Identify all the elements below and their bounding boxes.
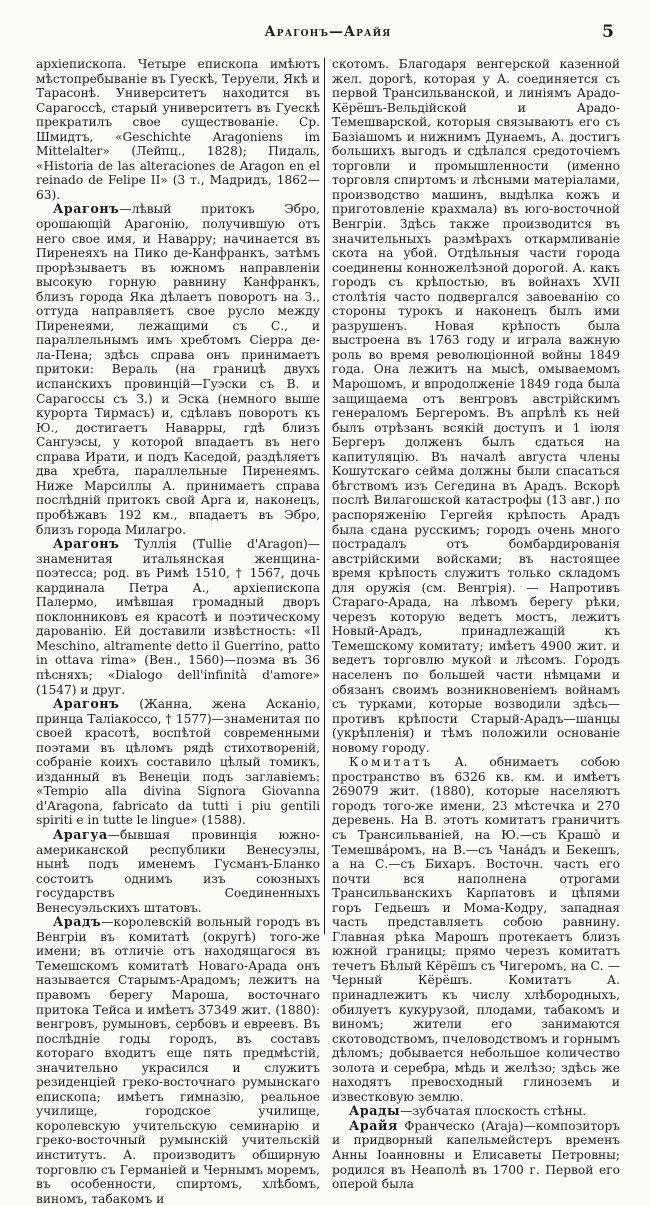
column-divider [324, 58, 325, 934]
running-title: Арагонъ—Арайя [264, 24, 392, 40]
entry-text: Туллія (Tullie d'Aragon)—знаменитая итальянская женщина-поэтесса; род. въ Римѣ 1510, † 1567, дочь кардинала Петра А., архіепископа Палермо, имѣвшая громадный дворъ поклонниковъ ея красотѣ и поэтическому дарованію. Ей доставили извѣстность: «Il Meschino, altramente detto il Guerrino, patto in ottava rima» (Вен., 1560)—поэма въ 36 пѣсняхъ; «Dialogo dell'infinità d'amore» (1547) и друг. [36, 537, 320, 697]
entry-text: —бывшая провинція южно-американской республики Венесуэлы, нынѣ подъ именемъ Гусманъ-Бланко состоитъ однимъ изъ союзныхъ государствъ Соединенныхъ Венесуэльскихъ штатовъ. [36, 827, 320, 915]
entry-term: Арагонъ [53, 201, 120, 217]
entry-paragraph [332, 1119, 620, 1192]
entry-term: Арагонъ [53, 536, 120, 552]
entry-text: скотомъ. Благодаря венгерской казенной жел. дорогѣ, которая у А. соединяется съ первой Трансильванской, и линіямъ Арадо-Кёрёшъ-Вельдійской и Арадо-Темешварской, которыя связываютъ его съ Базіашомъ и нижнимъ Дунаемъ, А. достигъ большихъ выгодъ и сдѣлался средоточіемъ торговли и промышленности (именно торговля спиртомъ и лѣсными матеріалами, производство машинъ, выдѣлка кожъ и приготовленіе крахмала) въ юго-восточной Венгріи. Здѣсь также производится въ значительныхъ размѣрахъ откармливаніе скота на убой. Отдѣльныя части города соединены конножелѣзной дорогой. А. какъ городъ съ крѣпостью, въ войнахъ XVII столѣтія часто подвергался завоеванію со стороны турокъ и наконецъ былъ ими разрушенъ. Новая крѣпость была выстроена въ 1763 году и играла важную роль во время революціонной войны 1849 года. Она лежитъ на мысѣ, омываемомъ Марошомъ, и впродолженіе 1849 года была защищаема отъ венгровъ австрійскимъ генераломъ Бергеромъ. Въ апрѣлѣ къ ней былъ отрѣзанъ всякій доступъ и 1 іюля Бергеръ долженъ былъ сдаться на капитуляцію. Въ началѣ августа члены Кошутскаго сейма должны были спасаться бѣгствомъ изъ Сегедина въ Арадъ. Вскорѣ послѣ Вилагошской катастрофы (13 авг.) по распоряженію Гергейя крѣпость Арадъ была сдана русскимъ; городъ очень много пострадалъ отъ бомбардированія австрійскими войсками; въ настоящее время крѣпость служитъ только складомъ для оружія (см. Венгрія). — Напротивъ Стараго-Арада, на лѣвомъ берегу рѣки, черезъ которую ведетъ мостъ, лежитъ Новый-Арадъ, принадлежащій къ Темешскому комитату; имѣетъ 4900 жит. и ведетъ торговлю мукой и лѣсомъ. Городъ населенъ по большей части нѣмцами и обязанъ своимъ возникновеніемъ войнамъ съ турками, которые возводили здѣсь—противъ крѣпости Старый-Арадъ—шанцы (укрѣпленія) и тѣмъ положили основаніе новому городу. [332, 57, 620, 755]
entry-paragraph [36, 828, 320, 915]
entry-term: Арагуа [53, 826, 108, 842]
page-header [36, 24, 620, 44]
entry-text: —зубчатая плоскость стѣны. [400, 1104, 587, 1119]
entry-text: архіепископа. Четыре епископа имѣютъ мѣстопребываніе въ Гуескѣ, Теруели, Якѣ и Тарасонѣ. Университетъ находится въ Сарагоссѣ, старый университетъ въ Гуескѣ прекратилъ свое существованіе. Ср. Шмидтъ, «Geschichte Aragoniens im Mittelalter» (Лейпц., 1828); Пидаль, «Historia de las alteraciones de Aragon en el reinado de Felipe II» (3 т., Мадридъ, 1862—63). [36, 57, 320, 202]
entry-paragraph [36, 57, 320, 202]
entry-paragraph [332, 755, 620, 1104]
entry-paragraph [332, 1104, 620, 1119]
entry-paragraph [36, 915, 320, 1206]
entry-term: Комитатъ [349, 755, 433, 770]
entry-text: (Жанна, жена Асканіо, принца Таліакоссо, † 1577)—знаменитая по своей красотѣ, воспѣтой современными поэтами въ цѣломъ рядѣ стихотвореній, собраніе коихъ составило цѣлый томикъ, изданный въ Венеціи подъ заглавіемъ: «Tempio alla divina Signora Giovanna d'Aragona, fabricato da tutti i piu gentili spiriti e in tutte le lingue» (1588). [36, 697, 320, 828]
entry-paragraph [332, 57, 620, 755]
right-column [332, 57, 620, 1192]
left-column [36, 57, 320, 1206]
entry-term: Арайя [349, 1117, 398, 1133]
entry-term: Арадъ [53, 914, 102, 930]
entry-text: —королевскій вольный городъ въ Венгріи въ комитатѣ (округѣ) того-же имени; въ отличіе отъ находящагося въ Темешскомъ комитатѣ Новаго-Арада онъ называется Старымъ-Арадомъ; лежитъ на правомъ берегу Мароша, восточнаго притока Тейса и имѣетъ 37349 жит. (1880): венгровъ, румыновъ, сербовъ и евреевъ. Въ послѣдніе годы городъ, въ составъ котораго входитъ еще пять предмѣстій, значительно украсился и служитъ резиденціей греко-восточнаго румынскаго епископа; имѣетъ гимназію, реальное училище, городское училище, королевскую учительскую семинарію и греко-восточный румынскій учительскій институтъ. А. производитъ обширную торговлю съ Германіей и Чернымъ моремъ, въ особенности, спиртомъ, хлѣбомъ, виномъ, табакомъ и [36, 915, 320, 1206]
entry-text: —лѣвый притокъ Эбро, орошающій Арагонію, получившую отъ него свое имя, и Наварру; начинается въ Пиренеяхъ на Пико де-Канфранкъ, затѣмъ прорѣзываетъ въ южномъ направленіи высокую горную равнину Канфранкъ, близъ города Яка дѣлаетъ поворотъ на З., оттуда направляетъ свое русло между Пиренеями, лежащими съ С., и параллельнымъ имъ хребтомъ Сіерра де-ла-Пена; здѣсь справа онъ принимаетъ притоки: Вераль (на границѣ двухъ испанскихъ провинцій—Гуэски съ В. и Сарагоссы съ З.) и Эска (немного выше курорта Тирмасъ) и, сдѣлавъ поворотъ къ Ю., достигаетъ Наварры, гдѣ близъ Сангуэсы, у которой впадаетъ въ него справа Ирати, и подъ Каседой, раздѣляетъ два хребта, параллельные Пиренеямъ. Ниже Марсиллы А. принимаетъ справа послѣдній притокъ свой Арга и, наконецъ, пробѣжавъ 192 км., впадаетъ въ Эбро, близъ города Милагро. [36, 202, 320, 537]
page-number: 5 [602, 22, 614, 42]
entry-term: Арагонъ [53, 696, 120, 712]
entry-term: Арады [349, 1103, 401, 1119]
entry-text: Франческо (Araja)—композиторъ и придворный капельмейстеръ временъ Анны Іоанновны и Елисаветы Петровны; родился въ Неаполѣ въ 1700 г. Первой его оперой была [332, 1118, 620, 1192]
entry-paragraph [36, 202, 320, 537]
entry-paragraph [36, 697, 320, 828]
entry-paragraph [36, 537, 320, 697]
entry-text: А. обнимаетъ собою пространство въ 6326 кв. км. и имѣетъ 269079 жит. (1880), которые населяютъ городъ того-же имени, 23 мѣстечка и 270 деревень. На В. этотъ комитатъ граничитъ съ Трансильваніей, на Ю.—съ Крашо̀ и Темешва́ромъ, на В.—съ Чана́дъ и Бекешъ, а на С.—съ Бихаръ. Восточн. часть его почти вся наполнена отрогами Трансильванскихъ Карпатовъ и цѣпями горъ Гедьешъ и Мома-Кодру, западная часть представляетъ собою равнину. Главная рѣка Марошъ протекаетъ близъ южной границы; прямо черезъ комитатъ течетъ Бѣлый Кёрёшъ съ Чигеромъ, на С. — Черный Кёрёшъ. Комитатъ А. принадлежитъ къ числу хлѣбородныхъ, обилуетъ кукурузой, плодами, табакомъ и виномъ; жители его занимаются скотоводствомъ, пчеловодствомъ и горнымъ дѣломъ; добывается небольшое количество золота и серебра, мѣдь и желѣзо; здѣсь же находятъ превосходный глиноземъ и известковую землю. [332, 755, 620, 1104]
